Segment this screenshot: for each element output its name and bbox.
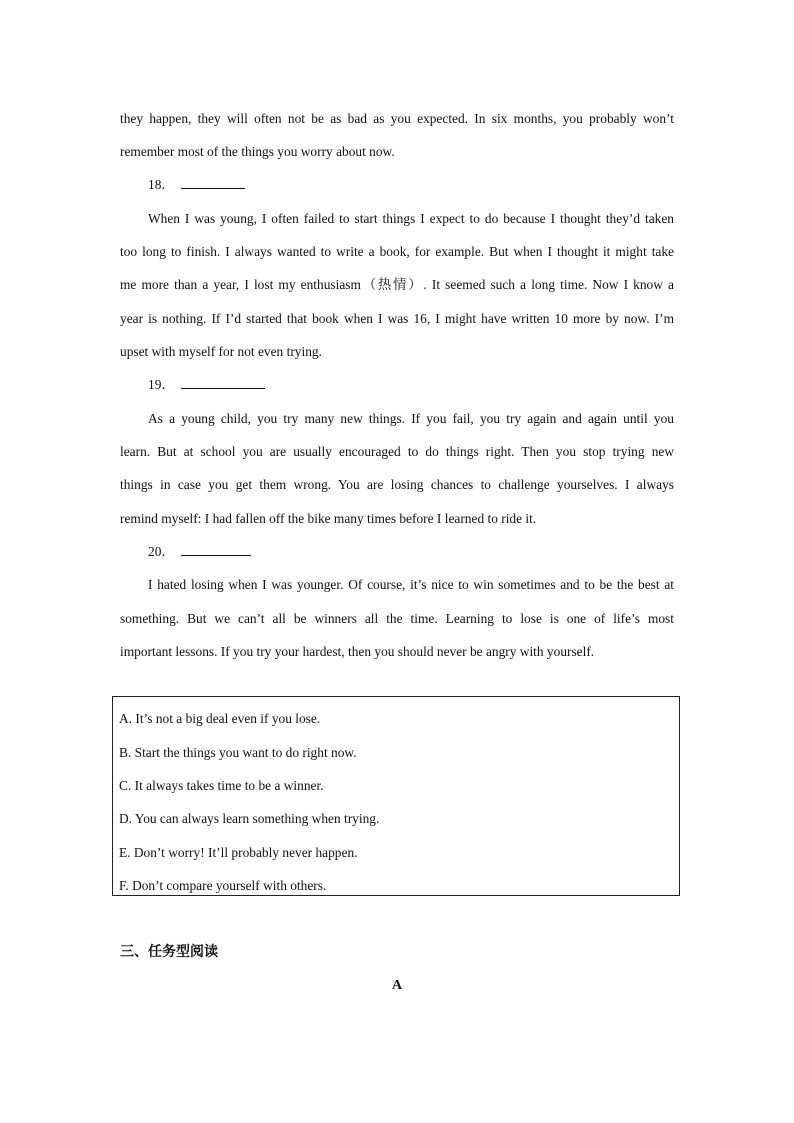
option-b: B. Start the things you want to do right now. bbox=[119, 745, 357, 760]
answer-blank-18[interactable] bbox=[181, 176, 245, 189]
paragraph-line: upset with myself for not even trying. bbox=[120, 344, 322, 359]
option-e: E. Don’t worry! It’ll probably never happen. bbox=[119, 845, 358, 860]
option-d: D. You can always learn something when trying. bbox=[119, 811, 380, 826]
option-a: A. It’s not a big deal even if you lose. bbox=[119, 711, 321, 726]
paragraph-line: remind myself: I had fallen off the bike many times before I learned to ride it. bbox=[120, 511, 537, 526]
question-18 bbox=[148, 176, 245, 194]
option-f: F. Don’t compare yourself with others. bbox=[119, 878, 327, 893]
passage-letter: A bbox=[391, 978, 403, 993]
paragraph-line: too long to finish. I always wanted to write a book, for example. But when I thought it might take bbox=[120, 244, 674, 259]
paragraph-line: learn. But at school you are usually encouraged to do things right. Then you stop trying new bbox=[120, 444, 674, 459]
paragraph-line: As a young child, you try many new things. If you fail, you try again and again until you bbox=[148, 411, 674, 426]
paragraph-line: remember most of the things you worry about now. bbox=[120, 144, 395, 159]
paragraph-line: important lessons. If you try your hardest, then you should never be angry with yourself. bbox=[120, 644, 595, 659]
question-number: 19． bbox=[148, 377, 175, 392]
question-number: 18． bbox=[148, 177, 175, 192]
question-number: 20． bbox=[148, 544, 175, 559]
answer-blank-19[interactable] bbox=[181, 376, 265, 389]
paragraph-line: year is nothing. If I’d started that book when I was 16, I might have written 10 more by now. I’m bbox=[120, 311, 674, 326]
paragraph-line: they happen, they will often not be as bad as you expected. In six months, you probably won’t bbox=[120, 111, 674, 126]
paragraph-line: me more than a year, I lost my enthusiasm（热情）. It seemed such a long time. Now I know a bbox=[120, 277, 674, 292]
option-c: C. It always takes time to be a winner. bbox=[119, 778, 324, 793]
question-19 bbox=[148, 376, 265, 394]
paragraph-line: things in case you get them wrong. You are losing chances to challenge yourselves. I always bbox=[120, 477, 674, 492]
section-heading: 三、任务型阅读 bbox=[120, 944, 218, 960]
paragraph-line: I hated losing when I was younger. Of course, it’s nice to win sometimes and to be the best at bbox=[148, 577, 674, 592]
paragraph-line: something. But we can’t all be winners all the time. Learning to lose is one of life’s most bbox=[120, 611, 674, 626]
answer-blank-20[interactable] bbox=[181, 543, 251, 556]
question-20 bbox=[148, 543, 251, 561]
paragraph-line: When I was young, I often failed to start things I expect to do because I thought they’d taken bbox=[148, 211, 674, 226]
